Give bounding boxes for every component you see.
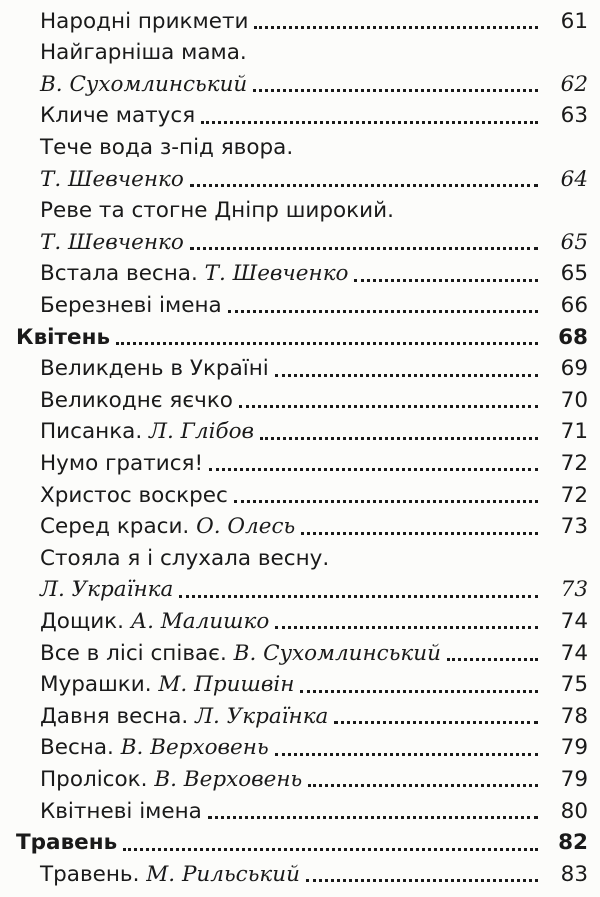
toc-title: Тече вода з-під явора. <box>40 134 294 160</box>
toc-entry <box>0 2 600 36</box>
toc-entry <box>0 34 600 68</box>
toc-entry <box>0 223 600 257</box>
dot-leader <box>209 468 538 471</box>
toc-author: М. Рильський <box>146 861 300 887</box>
toc-entry <box>0 97 600 131</box>
toc-title: Травень. <box>40 861 140 887</box>
toc-title: Великдень в Україні <box>40 356 269 382</box>
dot-leader <box>300 690 538 693</box>
toc-title: Христос воскрес <box>40 482 228 508</box>
toc-section-title: Квітень <box>16 324 111 350</box>
toc-entry <box>0 255 600 289</box>
toc-author: Т. Шевченко <box>40 229 184 255</box>
toc-title: Мурашки. <box>40 672 152 698</box>
toc-title: Стояла я і слухала весну. <box>40 545 330 571</box>
toc-page-number: 63 <box>560 103 588 129</box>
toc-entry <box>0 634 600 668</box>
toc-author: Л. Українка <box>40 577 174 603</box>
toc-entry <box>0 539 600 573</box>
toc-title: Все в лісі співає. <box>40 640 227 666</box>
dot-leader <box>208 816 538 819</box>
toc-title: Реве та стогне Дніпр широкий. <box>40 198 394 224</box>
toc-page-number: 66 <box>560 292 588 318</box>
toc-section <box>0 318 600 352</box>
toc-author: В. Верховень <box>154 766 303 792</box>
dot-leader <box>179 595 538 598</box>
toc-page-number: 65 <box>560 261 588 287</box>
toc-entry <box>0 760 600 794</box>
toc-page-number: 75 <box>560 672 588 698</box>
toc-title: Пролісок. <box>40 766 148 792</box>
toc-author: А. Малишко <box>130 608 270 634</box>
toc-entry <box>0 350 600 384</box>
toc-entry <box>0 286 600 320</box>
toc-entry <box>0 160 600 194</box>
dot-leader <box>254 26 538 29</box>
toc-entry <box>0 413 600 447</box>
toc-entry <box>0 729 600 763</box>
toc-section-title: Травень <box>16 830 118 856</box>
toc-page-number: 74 <box>560 640 588 666</box>
dot-leader <box>228 310 538 313</box>
dot-leader <box>334 721 538 724</box>
toc-entry <box>0 192 600 226</box>
dot-leader <box>123 848 538 851</box>
dot-leader <box>447 658 538 661</box>
toc-page-number: 78 <box>560 703 588 729</box>
toc-author: Л. Українка <box>195 703 329 729</box>
toc-entry <box>0 381 600 415</box>
toc-title: Кличе матуся <box>40 103 196 129</box>
toc-page-number: 83 <box>560 861 588 887</box>
toc-title: Нумо гратися! <box>40 450 204 476</box>
toc-entry <box>0 65 600 99</box>
toc-title: Великоднє яєчко <box>40 387 233 413</box>
dot-leader <box>190 184 538 187</box>
toc-entry <box>0 571 600 605</box>
toc-title: Давня весна. <box>40 703 189 729</box>
toc-title: Квітневі імена <box>40 798 202 824</box>
toc-page-number: 72 <box>560 450 588 476</box>
toc-section <box>0 824 600 858</box>
toc-entry <box>0 508 600 542</box>
toc-page-number: 82 <box>558 830 588 856</box>
toc-entry <box>0 602 600 636</box>
toc-page-number: 62 <box>560 71 588 97</box>
toc-entry <box>0 792 600 826</box>
toc-page-number: 64 <box>560 166 588 192</box>
toc-page-number: 74 <box>560 608 588 634</box>
toc-entry <box>0 444 600 478</box>
toc-page-number: 69 <box>560 356 588 382</box>
dot-leader <box>201 121 538 124</box>
toc-page-number: 79 <box>560 766 588 792</box>
toc-page-number: 65 <box>560 229 588 255</box>
toc-title: Весна. <box>40 735 114 761</box>
toc-title: Найгарніша мама. <box>40 40 247 66</box>
toc-page-number: 70 <box>560 387 588 413</box>
dot-leader <box>234 500 538 503</box>
toc-page-number: 72 <box>560 482 588 508</box>
dot-leader <box>116 342 538 345</box>
dot-leader <box>275 626 538 629</box>
toc-author: В. Сухомлинський <box>40 71 248 97</box>
toc-title: Березневі імена <box>40 292 222 318</box>
toc-entry <box>0 666 600 700</box>
dot-leader <box>190 247 538 250</box>
toc-author: В. Сухомлинський <box>233 640 441 666</box>
toc-entry <box>0 128 600 162</box>
toc-page-number: 80 <box>560 798 588 824</box>
toc-author: О. Олесь <box>196 514 296 540</box>
toc-page-number: 79 <box>560 735 588 761</box>
toc-author: М. Пришвін <box>158 672 295 698</box>
toc-title: Дощик. <box>40 608 124 634</box>
dot-leader <box>354 279 538 282</box>
toc-title: Писанка. <box>40 419 143 445</box>
toc-author: В. Верховень <box>120 735 269 761</box>
dot-leader <box>275 374 538 377</box>
dot-leader <box>260 437 538 440</box>
toc-author: Т. Шевченко <box>204 261 349 287</box>
toc-author: Л. Глібов <box>149 419 255 445</box>
toc-page-number: 68 <box>558 324 588 350</box>
toc-entry <box>0 697 600 731</box>
toc-page-number: 73 <box>560 514 588 540</box>
toc-title: Встала весна. <box>40 261 198 287</box>
toc-entry <box>0 476 600 510</box>
toc-title: Народні прикмети <box>40 8 249 34</box>
dot-leader <box>306 879 538 882</box>
dot-leader <box>239 405 538 408</box>
dot-leader <box>301 532 538 535</box>
toc-title: Серед краси. <box>40 514 190 540</box>
toc-author: Т. Шевченко <box>40 166 184 192</box>
toc-page-number: 61 <box>560 8 588 34</box>
dot-leader <box>253 89 538 92</box>
toc-page-number: 73 <box>560 577 588 603</box>
dot-leader <box>275 753 538 756</box>
toc-page-number: 71 <box>560 419 588 445</box>
toc-entry <box>0 855 600 889</box>
dot-leader <box>308 784 538 787</box>
